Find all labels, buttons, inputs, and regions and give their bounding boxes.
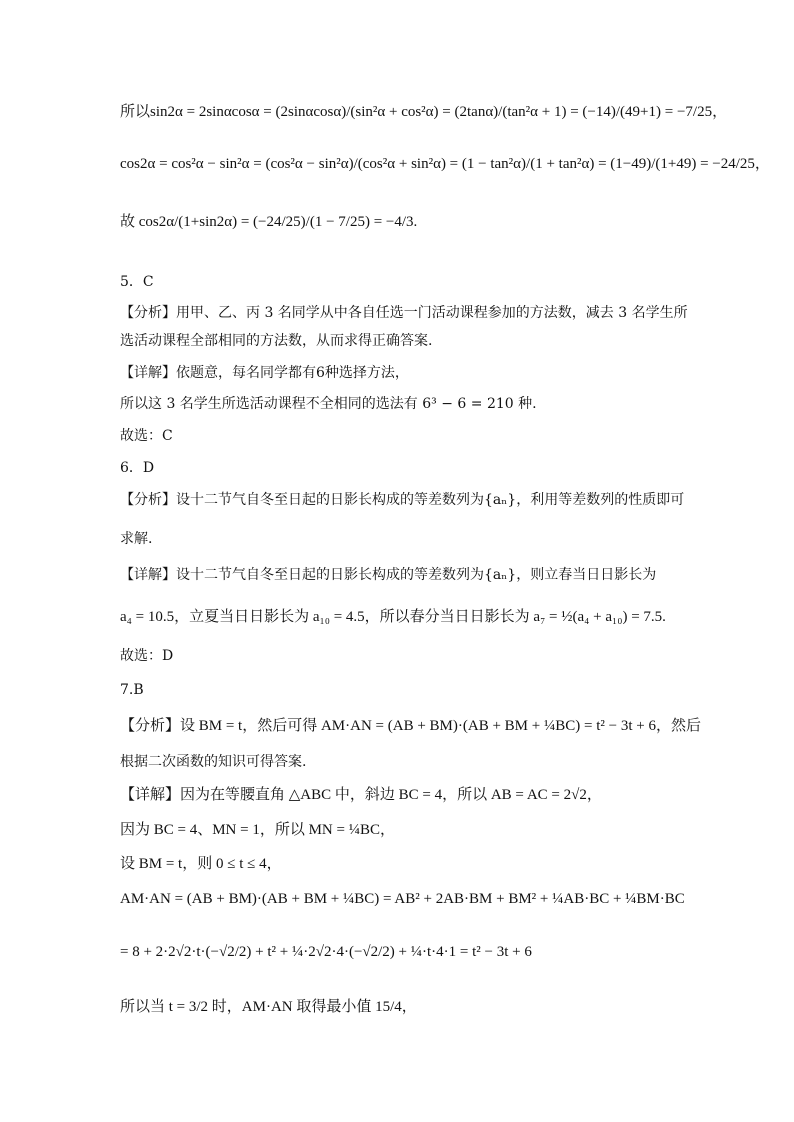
line-sin2a: 所以sin2α = 2sinαcosα = (2sinαcosα)/(sin²α + cos²α) = (2tanα)/(tan²α + 1) = (−14)/(49+1) = −7/25， [120,104,728,120]
q6-analysis-1: 【分析】设十二节气自冬至日起的日影长构成的等差数列为{aₙ}，利用等差数列的性质即可 [120,492,685,508]
q5-analysis-2: 选活动课程全部相同的方法数，从而求得正确答案. [120,333,433,349]
q5-analysis-1: 【分析】用甲、乙、丙 3 名同学从中各自任选一门活动课程参加的方法数，减去 3 名学生所 [120,305,688,321]
q6-heading: 6．D [120,460,155,476]
q7-detail-2: 因为 BC = 4、MN = 1，所以 MN = ¼BC， [120,822,395,838]
q7-heading: 7.B [120,682,144,698]
q5-answer: 故选：C [120,428,173,444]
q5-heading: 5．C [120,274,154,290]
line-cos2a: cos2α = cos²α − sin²α = (cos²α − sin²α)/(cos²α + sin²α) = (1 − tan²α)/(1 + tan²α) = (1−49)/(1+49) = −24/25， [120,156,770,172]
q6-detail-2: a₄ = 10.5，立夏当日日影长为 a₁₀ = 4.5，所以春分当日日影长为 a₇ = ½(a₄ + a₁₀) = 7.5. [120,609,666,625]
q7-detail-3: 设 BM = t，则 0 ≤ t ≤ 4， [120,856,282,872]
q7-detail-6: 所以当 t = 3/2 时，AM·AN 取得最小值 15/4， [120,999,417,1015]
q7-analysis-2: 根据二次函数的知识可得答案. [120,754,307,770]
q7-detail-1: 【详解】因为在等腰直角 △ABC 中，斜边 BC = 4，所以 AB = AC = 2√2， [120,787,602,803]
q6-analysis-2: 求解. [120,531,153,547]
q6-detail-1: 【详解】设十二节气自冬至日起的日影长构成的等差数列为{aₙ}，则立春当日日影长为 [120,567,657,583]
q7-detail-5: = 8 + 2·2√2·t·(−√2/2) + t² + ¼·2√2·4·(−√2/2) + ¼·t·4·1 = t² − 3t + 6 [120,944,532,960]
q7-analysis-1: 【分析】设 BM = t，然后可得 AM·AN = (AB + BM)·(AB + BM + ¼BC) = t² − 3t + 6，然后 [120,718,701,734]
line-ratio: 故 cos2α/(1+sin2α) = (−24/25)/(1 − 7/25) = −4/3. [120,214,418,230]
q6-answer: 故选：D [120,648,174,664]
q7-detail-4: AM·AN = (AB + BM)·(AB + BM + ¼BC) = AB² + 2AB·BM + BM² + ¼AB·BC + ¼BM·BC [120,891,685,907]
q5-detail-1: 【详解】依题意，每名同学都有6种选择方法， [120,365,409,381]
q5-detail-2: 所以这 3 名学生所选活动课程不全相同的选法有 6³ − 6 = 210 种. [120,396,537,412]
